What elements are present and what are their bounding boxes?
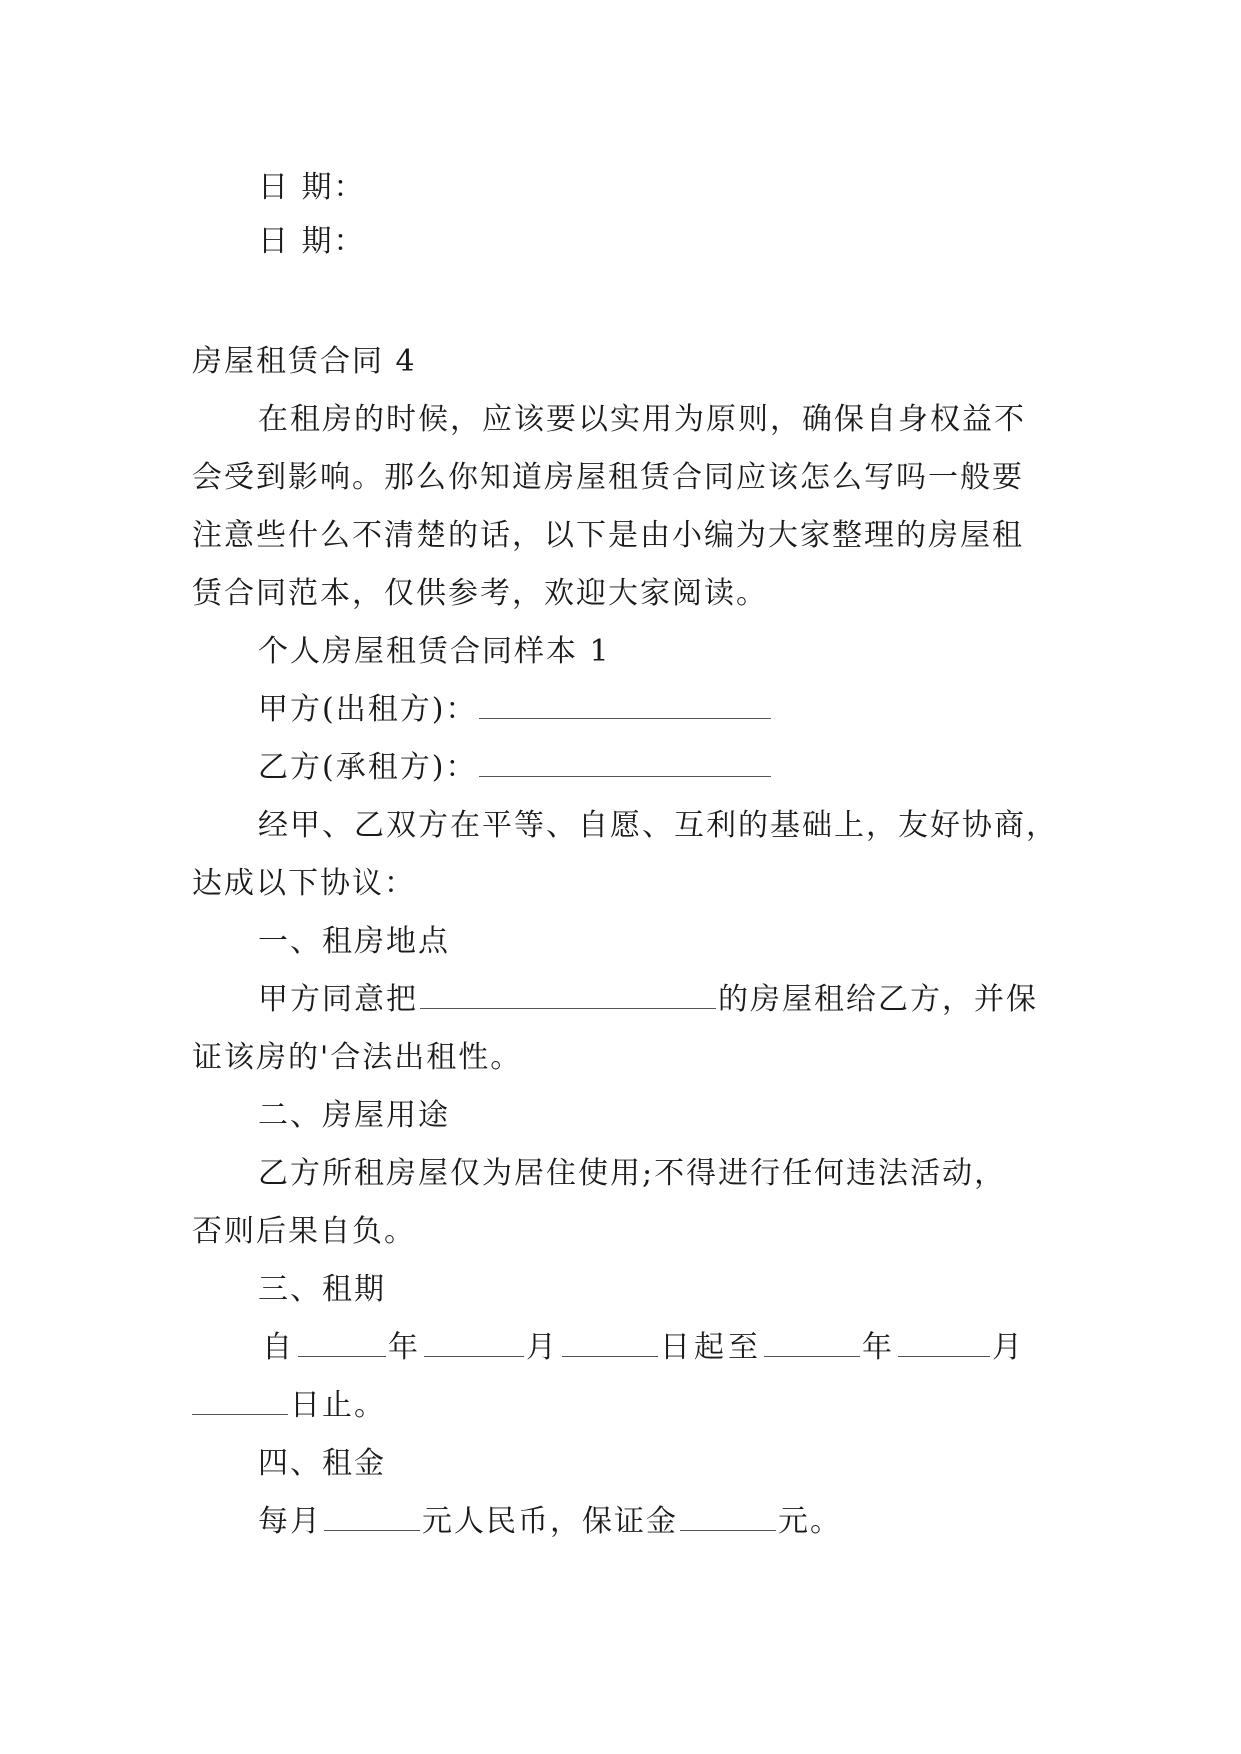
deposit-blank xyxy=(680,1504,776,1531)
rent-yuan: 元。 xyxy=(778,1504,842,1539)
start-year-blank xyxy=(298,1330,386,1357)
agreement-line-1: 经甲、乙双方在平等、自愿、互利的基础上，友好协商， xyxy=(258,808,1058,843)
clause-2-line-2: 否则后果自负。 xyxy=(192,1214,416,1249)
intro-line-3: 注意些什么不清楚的话，以下是由小编为大家整理的房屋租 xyxy=(192,518,1024,553)
term-month-2: 月 xyxy=(992,1330,1026,1365)
end-year-blank xyxy=(764,1330,860,1357)
agreement-line-2: 达成以下协议： xyxy=(192,866,416,901)
clause-2-line-1: 乙方所租房屋仅为居住使用;不得进行任何违法活动， xyxy=(258,1156,1007,1191)
party-b-blank xyxy=(479,750,771,777)
clause-3-line-1 xyxy=(0,1328,1241,1368)
rent-monthly: 每月 xyxy=(258,1504,322,1539)
clause-1-text-a: 甲方同意把 xyxy=(258,982,418,1017)
clause-4-heading: 四、租金 xyxy=(258,1446,386,1481)
clause-3-line-2 xyxy=(0,1386,1241,1426)
party-a-line xyxy=(0,690,1241,730)
start-day-blank xyxy=(562,1330,658,1357)
location-blank xyxy=(420,982,716,1009)
clause-1-text-b: 的房屋租给乙方，并保 xyxy=(718,982,1038,1017)
end-month-blank xyxy=(898,1330,990,1357)
sample-title: 个人房屋租赁合同样本 1 xyxy=(258,634,611,669)
start-month-blank xyxy=(424,1330,524,1357)
intro-line-4: 赁合同范本，仅供参考，欢迎大家阅读。 xyxy=(192,576,768,611)
party-a-label: 甲方(出租方)： xyxy=(258,692,478,727)
intro-line-2: 会受到影响。那么你知道房屋租赁合同应该怎么写吗一般要 xyxy=(192,460,1024,495)
clause-4-line-1 xyxy=(0,1502,1241,1542)
party-a-blank xyxy=(479,692,771,719)
clause-1-heading: 一、租房地点 xyxy=(258,924,450,959)
term-from: 自 xyxy=(262,1330,296,1365)
clause-2-heading: 二、房屋用途 xyxy=(258,1098,450,1133)
term-month: 月 xyxy=(526,1330,560,1365)
term-year: 年 xyxy=(388,1330,422,1365)
end-day-blank xyxy=(192,1388,288,1415)
clause-3-heading: 三、租期 xyxy=(258,1272,386,1307)
rent-rmb: 元人民币，保证金 xyxy=(422,1504,678,1539)
date-label-2: 日 期： xyxy=(258,224,366,259)
clause-1-line-1 xyxy=(0,980,1241,1020)
term-year-2: 年 xyxy=(862,1330,896,1365)
term-day-end: 日止。 xyxy=(290,1388,386,1423)
term-day-start: 日起至 xyxy=(660,1330,762,1365)
rent-amount-blank xyxy=(324,1504,420,1531)
intro-line-1: 在租房的时候，应该要以实用为原则，确保自身权益不 xyxy=(258,402,1026,437)
section-title: 房屋租赁合同 4 xyxy=(192,344,417,379)
party-b-label: 乙方(承租方)： xyxy=(258,750,478,785)
clause-1-line-2: 证该房的'合法出租性。 xyxy=(192,1040,523,1075)
party-b-line xyxy=(0,748,1241,788)
date-label-1: 日 期： xyxy=(258,170,366,205)
